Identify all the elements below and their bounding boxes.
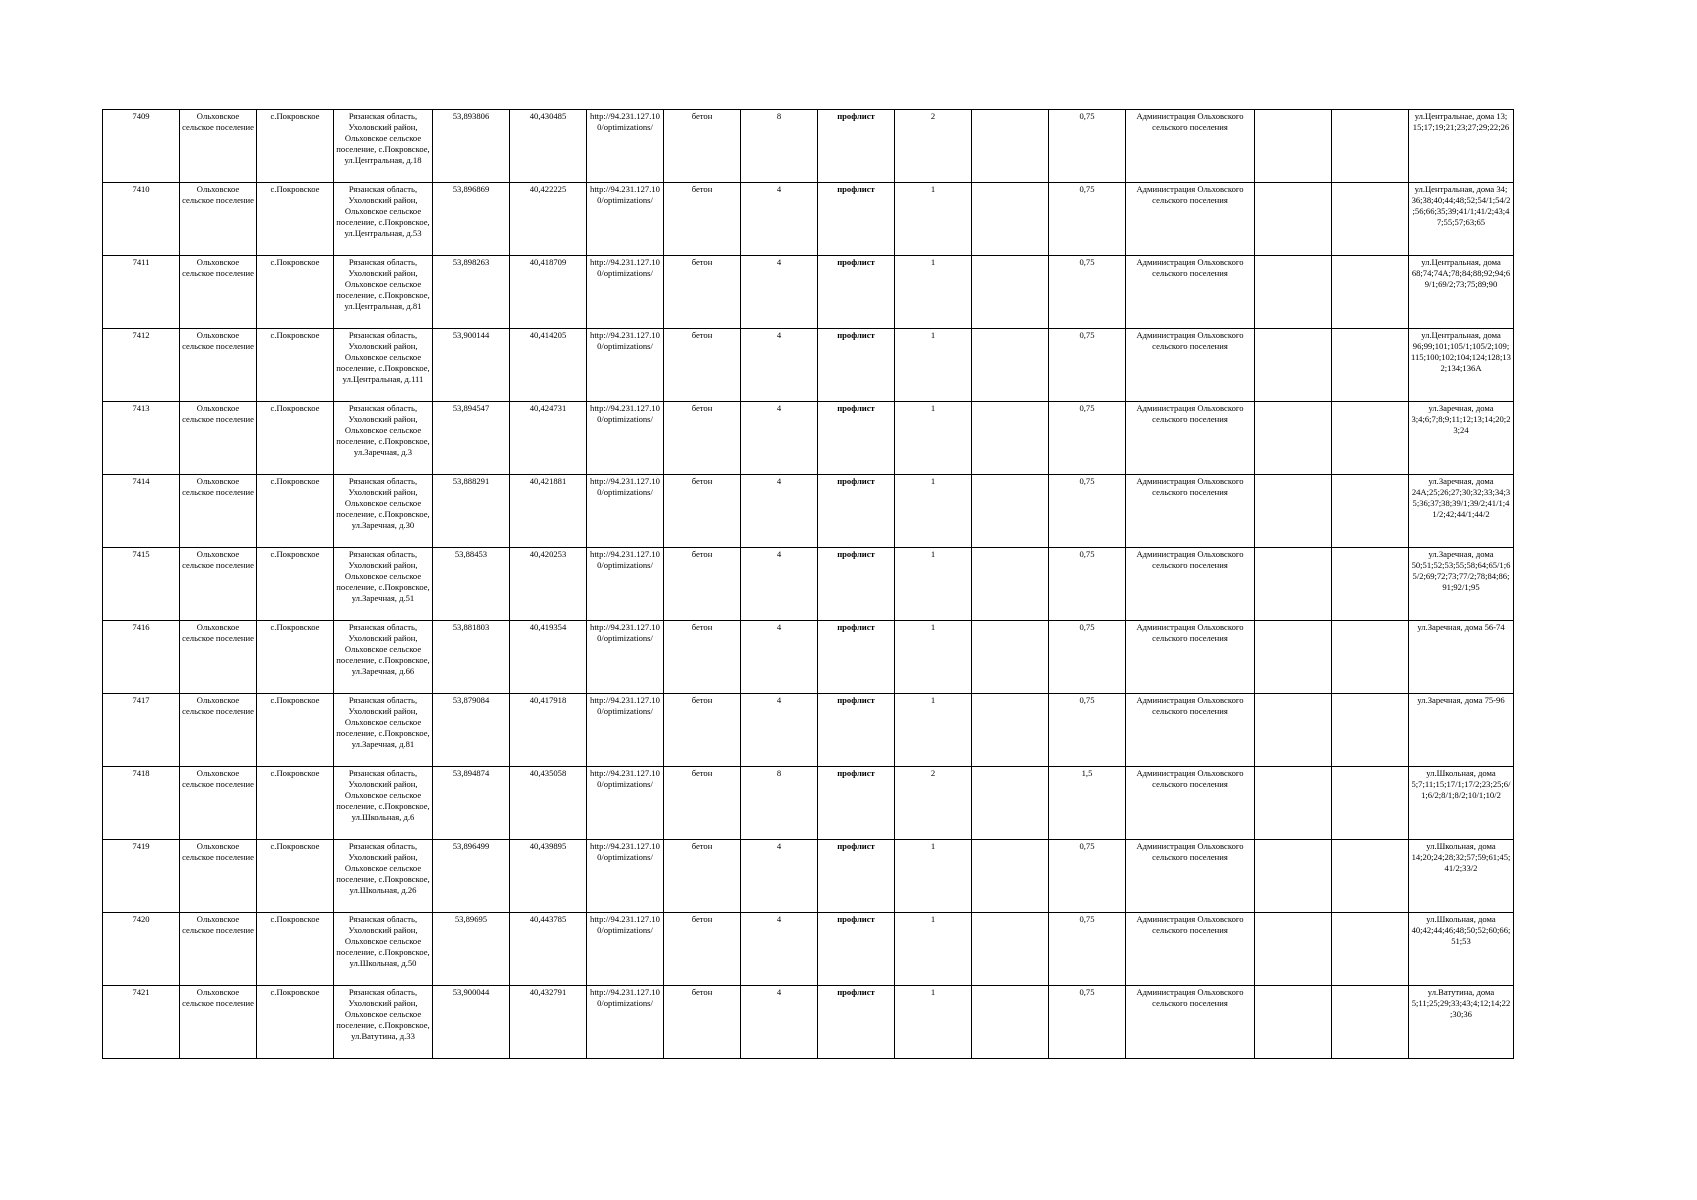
cell-id: 7413 bbox=[103, 402, 180, 475]
cell-empty-2 bbox=[1255, 840, 1332, 913]
cell-area: 8 bbox=[741, 767, 818, 840]
cell-settlement: Ольховское сельское поселение bbox=[180, 402, 257, 475]
cell-address: Рязанская область, Ухоловский район, Ольховское сельское поселение, с.Покровское, ул.Центральная, д.53 bbox=[334, 183, 433, 256]
cell-url: http://94.231.127.100/optimizations/ bbox=[587, 840, 664, 913]
cell-volume: 0,75 bbox=[1049, 840, 1126, 913]
cell-surface: бетон bbox=[664, 986, 741, 1059]
cell-fence: профлист bbox=[818, 256, 895, 329]
cell-url: http://94.231.127.100/optimizations/ bbox=[587, 694, 664, 767]
cell-containers: 1 bbox=[895, 402, 972, 475]
cell-owner: Администрация Ольховского сельского поселения bbox=[1126, 767, 1255, 840]
cell-longitude: 40,432791 bbox=[510, 986, 587, 1059]
cell-houses: ул.Ватутина, дома 5;11;25;29;33;43;4;12;14;22 ;30;36 bbox=[1409, 986, 1514, 1059]
cell-surface: бетон bbox=[664, 402, 741, 475]
cell-empty-2 bbox=[1255, 329, 1332, 402]
cell-url: http://94.231.127.100/optimizations/ bbox=[587, 913, 664, 986]
cell-containers: 1 bbox=[895, 548, 972, 621]
cell-fence: профлист bbox=[818, 840, 895, 913]
cell-address: Рязанская область, Ухоловский район, Ольховское сельское поселение, с.Покровское, ул.Школьная, д.26 bbox=[334, 840, 433, 913]
cell-empty-2 bbox=[1255, 475, 1332, 548]
cell-empty-2 bbox=[1255, 183, 1332, 256]
cell-area: 4 bbox=[741, 621, 818, 694]
cell-fence: профлист bbox=[818, 767, 895, 840]
cell-id: 7411 bbox=[103, 256, 180, 329]
cell-settlement: Ольховское сельское поселение bbox=[180, 329, 257, 402]
cell-volume: 0,75 bbox=[1049, 913, 1126, 986]
cell-id: 7409 bbox=[103, 110, 180, 183]
cell-address: Рязанская область, Ухоловский район, Ольховское сельское поселение, с.Покровское, ул.Заречная, д.81 bbox=[334, 694, 433, 767]
cell-village: с.Покровское bbox=[257, 329, 334, 402]
cell-address: Рязанская область, Ухоловский район, Ольховское сельское поселение, с.Покровское, ул.Заречная, д.66 bbox=[334, 621, 433, 694]
cell-containers: 1 bbox=[895, 329, 972, 402]
cell-owner: Администрация Ольховского сельского поселения bbox=[1126, 329, 1255, 402]
cell-id: 7419 bbox=[103, 840, 180, 913]
cell-village: с.Покровское bbox=[257, 694, 334, 767]
cell-id: 7415 bbox=[103, 548, 180, 621]
cell-url: http://94.231.127.100/optimizations/ bbox=[587, 475, 664, 548]
cell-volume: 0,75 bbox=[1049, 329, 1126, 402]
cell-village: с.Покровское bbox=[257, 767, 334, 840]
cell-village: с.Покровское bbox=[257, 475, 334, 548]
cell-empty-3 bbox=[1332, 621, 1409, 694]
cell-village: с.Покровское bbox=[257, 548, 334, 621]
cell-containers: 1 bbox=[895, 256, 972, 329]
cell-settlement: Ольховское сельское поселение bbox=[180, 183, 257, 256]
cell-latitude: 53,888291 bbox=[433, 475, 510, 548]
cell-id: 7412 bbox=[103, 329, 180, 402]
cell-containers: 1 bbox=[895, 475, 972, 548]
table-row bbox=[103, 986, 1514, 1059]
cell-volume: 0,75 bbox=[1049, 183, 1126, 256]
cell-longitude: 40,424731 bbox=[510, 402, 587, 475]
cell-village: с.Покровское bbox=[257, 840, 334, 913]
cell-houses: ул.Центральная, дома 34; 36;38;40;44;48;52;54/1;54/2;56;66;35;39;41/1;41/2;43;47;55;57;63;65 bbox=[1409, 183, 1514, 256]
cell-houses: ул.Заречная, дома 3;4;6;7;8;9;11;12;13;14;20;23;24 bbox=[1409, 402, 1514, 475]
cell-area: 4 bbox=[741, 986, 818, 1059]
cell-empty-3 bbox=[1332, 694, 1409, 767]
cell-fence: профлист bbox=[818, 913, 895, 986]
cell-surface: бетон bbox=[664, 475, 741, 548]
cell-owner: Администрация Ольховского сельского поселения bbox=[1126, 402, 1255, 475]
cell-owner: Администрация Ольховского сельского поселения bbox=[1126, 256, 1255, 329]
cell-surface: бетон bbox=[664, 183, 741, 256]
table-row bbox=[103, 913, 1514, 986]
cell-area: 4 bbox=[741, 402, 818, 475]
cell-longitude: 40,420253 bbox=[510, 548, 587, 621]
cell-surface: бетон bbox=[664, 548, 741, 621]
cell-id: 7418 bbox=[103, 767, 180, 840]
cell-containers: 2 bbox=[895, 110, 972, 183]
cell-url: http://94.231.127.100/optimizations/ bbox=[587, 183, 664, 256]
cell-volume: 0,75 bbox=[1049, 256, 1126, 329]
cell-empty-1 bbox=[972, 475, 1049, 548]
cell-houses: ул.Заречная, дома 56-74 bbox=[1409, 621, 1514, 694]
cell-url: http://94.231.127.100/optimizations/ bbox=[587, 986, 664, 1059]
cell-village: с.Покровское bbox=[257, 183, 334, 256]
cell-owner: Администрация Ольховского сельского поселения bbox=[1126, 840, 1255, 913]
cell-empty-1 bbox=[972, 767, 1049, 840]
cell-longitude: 40,443785 bbox=[510, 913, 587, 986]
cell-settlement: Ольховское сельское поселение bbox=[180, 548, 257, 621]
table-row bbox=[103, 694, 1514, 767]
cell-address: Рязанская область, Ухоловский район, Ольховское сельское поселение, с.Покровское, ул.Заречная, д.3 bbox=[334, 402, 433, 475]
cell-fence: профлист bbox=[818, 986, 895, 1059]
table-row bbox=[103, 110, 1514, 183]
cell-latitude: 53,896499 bbox=[433, 840, 510, 913]
cell-surface: бетон bbox=[664, 767, 741, 840]
cell-longitude: 40,430485 bbox=[510, 110, 587, 183]
cell-area: 4 bbox=[741, 913, 818, 986]
table-row bbox=[103, 840, 1514, 913]
cell-empty-1 bbox=[972, 329, 1049, 402]
cell-latitude: 53,896869 bbox=[433, 183, 510, 256]
cell-area: 4 bbox=[741, 548, 818, 621]
cell-volume: 0,75 bbox=[1049, 475, 1126, 548]
cell-longitude: 40,435058 bbox=[510, 767, 587, 840]
cell-surface: бетон bbox=[664, 913, 741, 986]
cell-containers: 1 bbox=[895, 621, 972, 694]
cell-owner: Администрация Ольховского сельского поселения bbox=[1126, 694, 1255, 767]
cell-longitude: 40,419354 bbox=[510, 621, 587, 694]
table-row bbox=[103, 767, 1514, 840]
cell-area: 4 bbox=[741, 329, 818, 402]
cell-surface: бетон bbox=[664, 110, 741, 183]
cell-containers: 1 bbox=[895, 183, 972, 256]
cell-containers: 1 bbox=[895, 986, 972, 1059]
cell-latitude: 53,879084 bbox=[433, 694, 510, 767]
cell-fence: профлист bbox=[818, 621, 895, 694]
cell-url: http://94.231.127.100/optimizations/ bbox=[587, 256, 664, 329]
table-row bbox=[103, 329, 1514, 402]
cell-area: 4 bbox=[741, 840, 818, 913]
cell-latitude: 53,89695 bbox=[433, 913, 510, 986]
cell-houses: ул.Центральнае, дома 13; 15;17;19;21;23;27;29;22;26 bbox=[1409, 110, 1514, 183]
cell-area: 8 bbox=[741, 110, 818, 183]
cell-empty-3 bbox=[1332, 840, 1409, 913]
table-row bbox=[103, 183, 1514, 256]
cell-url: http://94.231.127.100/optimizations/ bbox=[587, 767, 664, 840]
cell-fence: профлист bbox=[818, 329, 895, 402]
cell-houses: ул.Заречная, дома 75-96 bbox=[1409, 694, 1514, 767]
cell-id: 7414 bbox=[103, 475, 180, 548]
cell-houses: ул.Школьная, дома 14;20;24;28;32;57;59;61;45; 41/2;33/2 bbox=[1409, 840, 1514, 913]
waste-sites-table bbox=[102, 109, 1514, 1059]
cell-volume: 1,5 bbox=[1049, 767, 1126, 840]
cell-volume: 0,75 bbox=[1049, 548, 1126, 621]
cell-empty-2 bbox=[1255, 548, 1332, 621]
cell-empty-1 bbox=[972, 183, 1049, 256]
cell-address: Рязанская область, Ухоловский район, Ольховское сельское поселение, с.Покровское, ул.Ватутина, д.33 bbox=[334, 986, 433, 1059]
cell-settlement: Ольховское сельское поселение bbox=[180, 694, 257, 767]
cell-empty-3 bbox=[1332, 475, 1409, 548]
cell-owner: Администрация Ольховского сельского поселения bbox=[1126, 913, 1255, 986]
cell-empty-1 bbox=[972, 913, 1049, 986]
cell-empty-3 bbox=[1332, 913, 1409, 986]
table-row bbox=[103, 256, 1514, 329]
cell-longitude: 40,439895 bbox=[510, 840, 587, 913]
cell-fence: профлист bbox=[818, 475, 895, 548]
cell-id: 7410 bbox=[103, 183, 180, 256]
cell-volume: 0,75 bbox=[1049, 110, 1126, 183]
cell-url: http://94.231.127.100/optimizations/ bbox=[587, 548, 664, 621]
cell-containers: 1 bbox=[895, 694, 972, 767]
cell-village: с.Покровское bbox=[257, 256, 334, 329]
cell-volume: 0,75 bbox=[1049, 694, 1126, 767]
cell-area: 4 bbox=[741, 475, 818, 548]
cell-owner: Администрация Ольховского сельского поселения bbox=[1126, 548, 1255, 621]
cell-empty-3 bbox=[1332, 402, 1409, 475]
cell-empty-2 bbox=[1255, 110, 1332, 183]
cell-owner: Администрация Ольховского сельского поселения bbox=[1126, 621, 1255, 694]
cell-fence: профлист bbox=[818, 110, 895, 183]
cell-id: 7416 bbox=[103, 621, 180, 694]
cell-empty-2 bbox=[1255, 913, 1332, 986]
cell-url: http://94.231.127.100/optimizations/ bbox=[587, 402, 664, 475]
cell-owner: Администрация Ольховского сельского поселения bbox=[1126, 475, 1255, 548]
cell-village: с.Покровское bbox=[257, 621, 334, 694]
cell-empty-3 bbox=[1332, 986, 1409, 1059]
cell-houses: ул.Заречная, дома 50;51;52;53;55;58;64;65/1;65/2;69;72;73;77/2;78;84;86; 91;92/1;95 bbox=[1409, 548, 1514, 621]
cell-address: Рязанская область, Ухоловский район, Ольховское сельское поселение, с.Покровское, ул.Центральная, д.81 bbox=[334, 256, 433, 329]
cell-latitude: 53,894874 bbox=[433, 767, 510, 840]
cell-id: 7417 bbox=[103, 694, 180, 767]
cell-latitude: 53,881803 bbox=[433, 621, 510, 694]
cell-url: http://94.231.127.100/optimizations/ bbox=[587, 329, 664, 402]
cell-settlement: Ольховское сельское поселение bbox=[180, 840, 257, 913]
cell-village: с.Покровское bbox=[257, 110, 334, 183]
cell-area: 4 bbox=[741, 183, 818, 256]
cell-url: http://94.231.127.100/optimizations/ bbox=[587, 110, 664, 183]
cell-empty-1 bbox=[972, 694, 1049, 767]
table-body bbox=[103, 110, 1514, 1059]
cell-empty-3 bbox=[1332, 767, 1409, 840]
cell-volume: 0,75 bbox=[1049, 986, 1126, 1059]
cell-owner: Администрация Ольховского сельского поселения bbox=[1126, 110, 1255, 183]
cell-url: http://94.231.127.100/optimizations/ bbox=[587, 621, 664, 694]
cell-empty-2 bbox=[1255, 256, 1332, 329]
cell-latitude: 53,900044 bbox=[433, 986, 510, 1059]
cell-surface: бетон bbox=[664, 256, 741, 329]
cell-empty-1 bbox=[972, 256, 1049, 329]
cell-houses: ул.Школьная, дома 5;7;11;15;17/1;17/2;23;25;6/1;6/2;8/1;8/2;10/1;10/2 bbox=[1409, 767, 1514, 840]
cell-fence: профлист bbox=[818, 548, 895, 621]
cell-empty-3 bbox=[1332, 256, 1409, 329]
cell-address: Рязанская область, Ухоловский район, Ольховское сельское поселение, с.Покровское, ул.Школьная, д.6 bbox=[334, 767, 433, 840]
cell-village: с.Покровское bbox=[257, 913, 334, 986]
cell-settlement: Ольховское сельское поселение bbox=[180, 767, 257, 840]
cell-empty-1 bbox=[972, 548, 1049, 621]
cell-longitude: 40,422225 bbox=[510, 183, 587, 256]
cell-latitude: 53,893806 bbox=[433, 110, 510, 183]
cell-address: Рязанская область, Ухоловский район, Ольховское сельское поселение, с.Покровское, ул.Заречная, д.30 bbox=[334, 475, 433, 548]
cell-village: с.Покровское bbox=[257, 986, 334, 1059]
cell-owner: Администрация Ольховского сельского поселения bbox=[1126, 986, 1255, 1059]
cell-surface: бетон bbox=[664, 621, 741, 694]
cell-settlement: Ольховское сельское поселение bbox=[180, 986, 257, 1059]
cell-surface: бетон bbox=[664, 840, 741, 913]
cell-latitude: 53,88453 bbox=[433, 548, 510, 621]
cell-containers: 2 bbox=[895, 767, 972, 840]
cell-area: 4 bbox=[741, 694, 818, 767]
cell-address: Рязанская область, Ухоловский район, Ольховское сельское поселение, с.Покровское, ул.Центральная, д.18 bbox=[334, 110, 433, 183]
cell-id: 7421 bbox=[103, 986, 180, 1059]
cell-village: с.Покровское bbox=[257, 402, 334, 475]
cell-empty-3 bbox=[1332, 329, 1409, 402]
cell-latitude: 53,900144 bbox=[433, 329, 510, 402]
cell-owner: Администрация Ольховского сельского поселения bbox=[1126, 183, 1255, 256]
cell-empty-2 bbox=[1255, 767, 1332, 840]
table-row bbox=[103, 621, 1514, 694]
cell-surface: бетон bbox=[664, 329, 741, 402]
cell-volume: 0,75 bbox=[1049, 621, 1126, 694]
cell-fence: профлист bbox=[818, 694, 895, 767]
table-row bbox=[103, 548, 1514, 621]
cell-houses: ул.Школьная, дома 40;42;44;46;48;50;52;60;66; 51;53 bbox=[1409, 913, 1514, 986]
cell-longitude: 40,417918 bbox=[510, 694, 587, 767]
cell-settlement: Ольховское сельское поселение bbox=[180, 621, 257, 694]
cell-settlement: Ольховское сельское поселение bbox=[180, 256, 257, 329]
cell-longitude: 40,418709 bbox=[510, 256, 587, 329]
cell-empty-1 bbox=[972, 621, 1049, 694]
cell-empty-1 bbox=[972, 840, 1049, 913]
cell-address: Рязанская область, Ухоловский район, Ольховское сельское поселение, с.Покровское, ул.Школьная, д.50 bbox=[334, 913, 433, 986]
cell-longitude: 40,414205 bbox=[510, 329, 587, 402]
cell-houses: ул.Заречная, дома 24А;25;26;27;30;32;33;34;35;36;37;38;39/1;39/2;41/1;41/2;42;44/1;44/2 bbox=[1409, 475, 1514, 548]
cell-containers: 1 bbox=[895, 913, 972, 986]
cell-latitude: 53,894547 bbox=[433, 402, 510, 475]
cell-empty-3 bbox=[1332, 110, 1409, 183]
cell-empty-1 bbox=[972, 986, 1049, 1059]
cell-latitude: 53,898263 bbox=[433, 256, 510, 329]
cell-empty-2 bbox=[1255, 402, 1332, 475]
cell-fence: профлист bbox=[818, 183, 895, 256]
cell-surface: бетон bbox=[664, 694, 741, 767]
table-row bbox=[103, 402, 1514, 475]
cell-houses: ул.Центральная, дома 96;99;101;105/1;105/2;109; 115;100;102;104;124;128;132;134;136А bbox=[1409, 329, 1514, 402]
cell-settlement: Ольховское сельское поселение bbox=[180, 913, 257, 986]
cell-houses: ул.Центральная, дома 68;74;74А;78;84;88;92;94;69/1;69/2;73;75;89;90 bbox=[1409, 256, 1514, 329]
cell-empty-2 bbox=[1255, 986, 1332, 1059]
cell-settlement: Ольховское сельское поселение bbox=[180, 110, 257, 183]
cell-longitude: 40,421881 bbox=[510, 475, 587, 548]
cell-address: Рязанская область, Ухоловский район, Ольховское сельское поселение, с.Покровское, ул.Заречная, д.51 bbox=[334, 548, 433, 621]
cell-empty-2 bbox=[1255, 621, 1332, 694]
cell-area: 4 bbox=[741, 256, 818, 329]
cell-id: 7420 bbox=[103, 913, 180, 986]
table-row bbox=[103, 475, 1514, 548]
cell-empty-3 bbox=[1332, 183, 1409, 256]
cell-empty-1 bbox=[972, 402, 1049, 475]
cell-fence: профлист bbox=[818, 402, 895, 475]
cell-empty-3 bbox=[1332, 548, 1409, 621]
cell-empty-1 bbox=[972, 110, 1049, 183]
cell-address: Рязанская область, Ухоловский район, Ольховское сельское поселение, с.Покровское, ул.Центральная, д.111 bbox=[334, 329, 433, 402]
cell-settlement: Ольховское сельское поселение bbox=[180, 475, 257, 548]
cell-containers: 1 bbox=[895, 840, 972, 913]
cell-empty-2 bbox=[1255, 694, 1332, 767]
cell-volume: 0,75 bbox=[1049, 402, 1126, 475]
